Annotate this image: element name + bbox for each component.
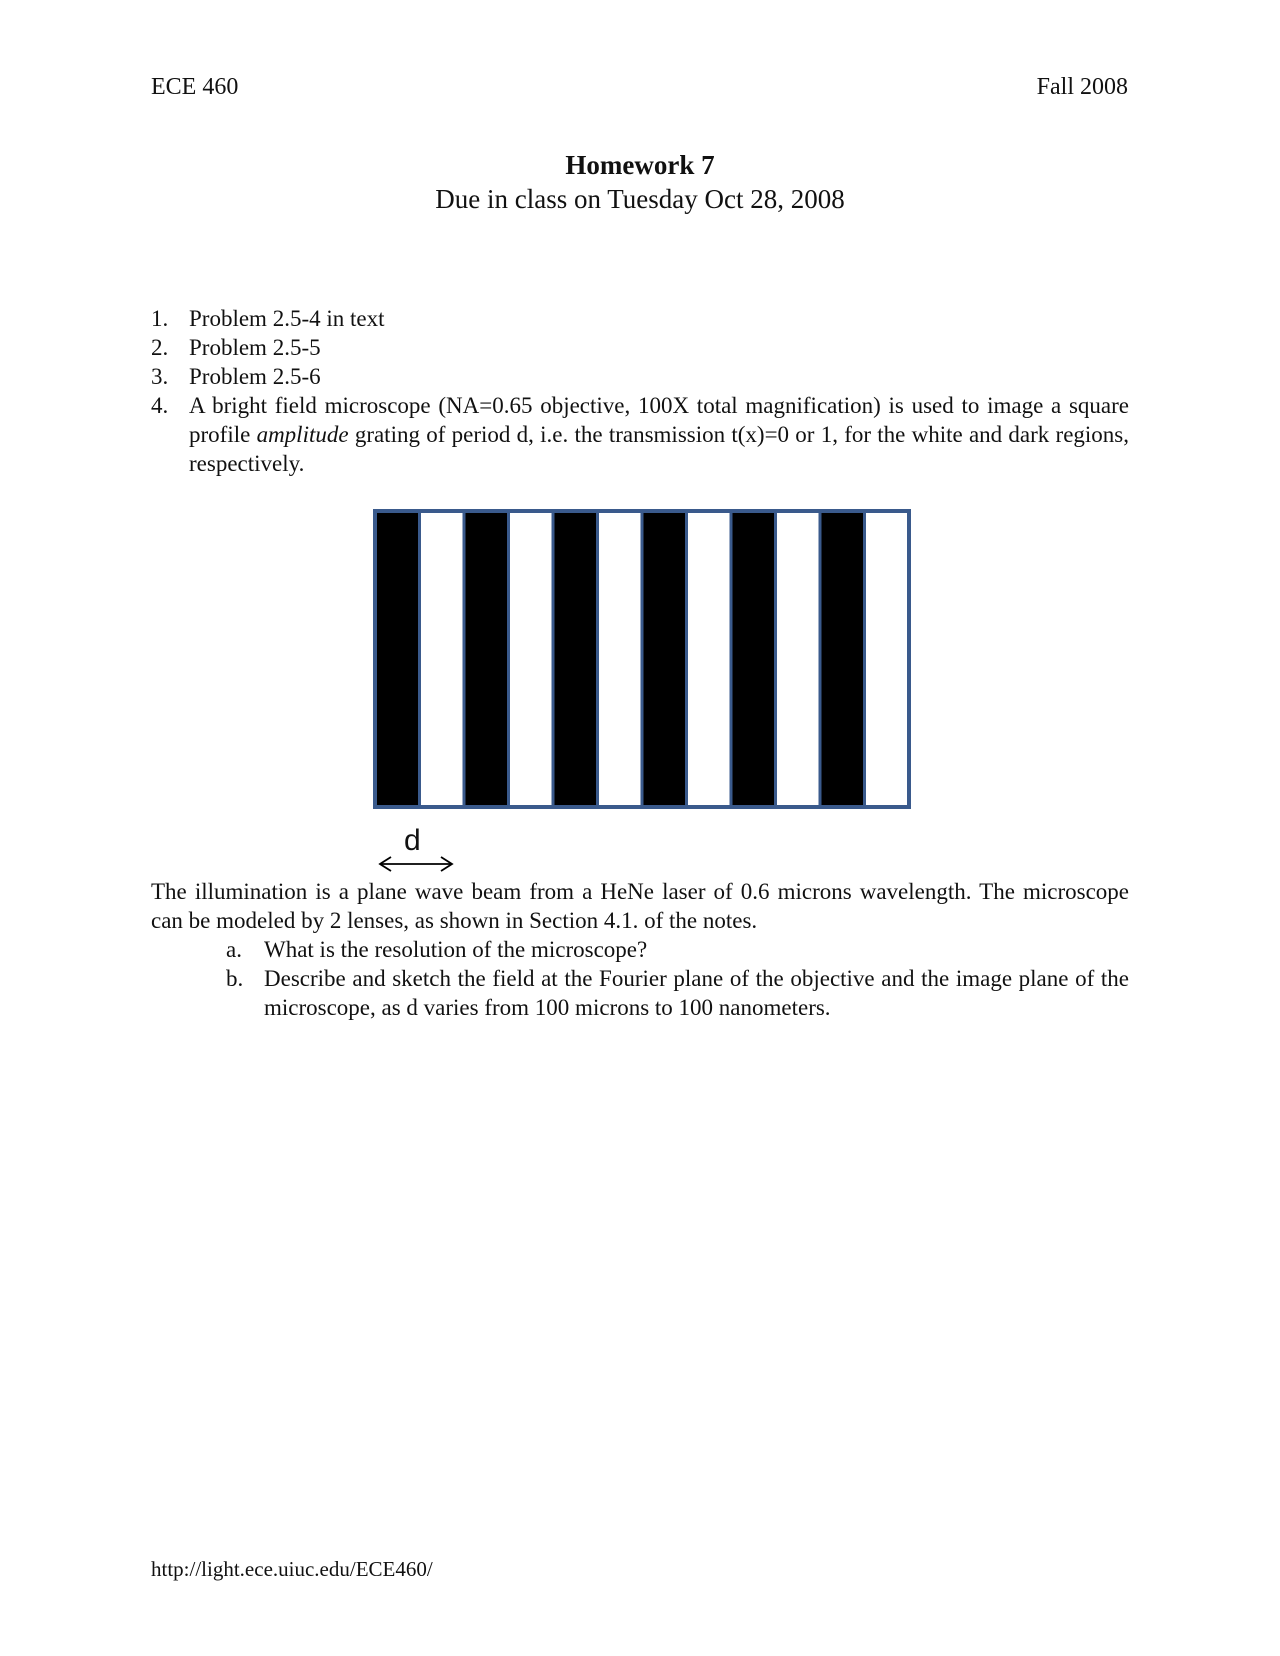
grating-dark-stripe <box>375 511 420 807</box>
problem-text: Problem 2.5-5 <box>189 335 321 360</box>
subquestion-text: What is the resolution of the microscope? <box>264 937 648 962</box>
subquestion-item <box>226 935 1129 964</box>
problem-list <box>151 304 1129 478</box>
amplitude-grating-figure <box>373 509 911 809</box>
due-date: Due in class on Tuesday Oct 28, 2008 <box>435 184 845 214</box>
subquestion-letter: b. <box>226 966 244 991</box>
problem-item <box>151 362 1129 391</box>
problem-item <box>151 304 1129 333</box>
problem-text-part: grating of period d, i.e. the transmission t(x)=0 or 1, for the white and dark regions, respectively. <box>189 422 1129 476</box>
problem-text: Problem 2.5-4 in text <box>189 306 385 331</box>
grating-dark-stripe <box>642 511 687 807</box>
course-header: ECE 460 <box>151 74 239 100</box>
grating-light-stripe <box>776 511 821 807</box>
problem-item <box>151 333 1129 362</box>
page-title: Homework 7 <box>565 150 715 180</box>
problem-text <box>189 391 1129 478</box>
subquestion-item <box>226 964 1129 1022</box>
term-header: Fall 2008 <box>1036 74 1128 100</box>
subquestion-list <box>226 935 1129 1022</box>
grating-dark-stripe <box>731 511 776 807</box>
period-label: d <box>404 824 421 857</box>
problem-number: 1. <box>151 306 169 331</box>
problem-text-part: A bright field microscope (NA=0.65 objective, 100X total magnification) is used to image a square profile <box>189 393 1129 447</box>
grating-dark-stripe <box>464 511 509 807</box>
grating-light-stripe <box>865 511 910 807</box>
problem-text: Problem 2.5-6 <box>189 364 321 389</box>
grating-light-stripe <box>420 511 465 807</box>
problem-number: 2. <box>151 335 169 360</box>
grating-light-stripe <box>509 511 554 807</box>
problem-number: 4. <box>151 393 169 418</box>
grating-dark-stripe <box>553 511 598 807</box>
grating-light-stripe <box>598 511 643 807</box>
subquestion-text: Describe and sketch the field at the Fourier plane of the objective and the image plane of the microscope, as d varies from 100 microns to 100 nanometers. <box>264 966 1129 1020</box>
illumination-paragraph: The illumination is a plane wave beam from a HeNe laser of 0.6 microns wavelength. The microscope can be modeled by 2 lenses, as shown in Section 4.1. of the notes. <box>151 879 1129 933</box>
problem-item <box>151 391 1129 478</box>
grating-light-stripe <box>687 511 732 807</box>
problem-number: 3. <box>151 364 169 389</box>
footer-url[interactable]: http://light.ece.uiuc.edu/ECE460/ <box>151 1557 433 1581</box>
grating-dark-stripe <box>820 511 865 807</box>
emphasis-amplitude: amplitude <box>256 422 349 447</box>
subquestion-letter: a. <box>226 937 242 962</box>
double-arrow-icon <box>377 854 455 874</box>
